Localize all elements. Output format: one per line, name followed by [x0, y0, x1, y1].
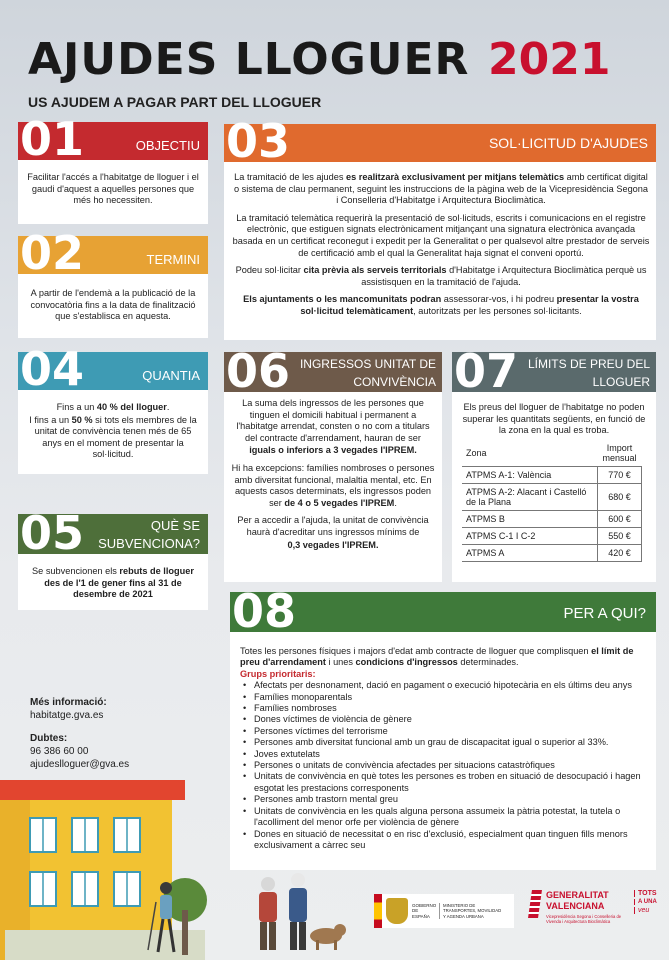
section-06-number: 06	[226, 344, 291, 398]
gva-name-2: VALENCIANA	[546, 901, 605, 911]
price-row	[462, 545, 642, 562]
section-01-text: Facilitar l'accés a l'habitatge de lloguer i el gaudi d'aquest a aquelles persones que més ho necessiten.	[27, 172, 199, 206]
contact-phone[interactable]: 96 386 60 00	[30, 746, 89, 757]
gov-name: GOBIERNO DE ESPAÑA	[412, 903, 440, 920]
price-row	[462, 511, 642, 528]
building-illustration	[0, 780, 210, 960]
section-07-number: 07	[454, 344, 519, 398]
section-06-text: La suma dels ingressos de les persones que tinguen el domicili habitual i permanent a l'habitatge arrendat, consten o no com a titulars del contracte d'arrendament, hauran de ser iguals o inferiors a 3 vegades l'IPREM. Hi ha excepcions: famílies nombroses o persones amb diversitat funcional, malaltia mental, etc. En aquests casos determinats, els ingressos poden ser de 4 o 5 vegades l'IPREM. Per a accedir a l'ajuda, la unitat de convivència haurà d'acreditar uns ingressos mínims de 0,3 vegades l'IPREM.	[231, 398, 435, 550]
section-02-label: TERMINI	[146, 252, 200, 267]
gobierno-espana-logo	[374, 894, 514, 928]
section-06-label-2: CONVIVÈNCIA	[353, 375, 436, 389]
gva-name-1: GENERALITAT	[546, 890, 609, 900]
list-item: • Famílies monoparentals	[240, 692, 650, 703]
price-row	[462, 467, 642, 484]
generalitat-valenciana-logo	[530, 886, 658, 942]
section-07-label-1: LÍMITS DE PREU DEL	[527, 357, 650, 371]
section-05-label-1: QUÈ SE	[150, 518, 200, 533]
section-07-intro: Els preus del lloguer de l'habitatge no poden superar les quantitats següents, en funció de la zona en la qual es troba.	[462, 402, 646, 436]
list-item: • Joves extutelats	[240, 749, 650, 760]
list-item: • Afectats per desnonament, dació en pagament o execució hipotecària en els últims deu anys	[240, 680, 650, 691]
section-03-number: 03	[226, 114, 291, 168]
ministry-name: MINISTERIO DE TRANSPORTES, MOVILIDAD Y AGENDA URBANA	[443, 903, 502, 919]
contact-doubts-title: Dubtes:	[30, 733, 68, 744]
contact-email-link[interactable]: ajudeslloguer@gva.es	[30, 759, 130, 770]
price-zone: ATPMS C-1 I C-2	[462, 528, 598, 545]
price-row	[462, 528, 642, 545]
list-item: • Famílies nombroses	[240, 703, 650, 714]
page-year: 2021	[488, 34, 611, 85]
section-06-label-1: INGRESSOS UNITAT DE	[299, 357, 436, 371]
list-item: • Dones víctimes de violència de gènere	[240, 714, 650, 725]
section-02-number: 02	[20, 226, 85, 280]
coat-of-arms-icon	[386, 898, 408, 924]
price-zone: ATPMS A-2: Alacant i Castelló de la Plana	[462, 484, 598, 511]
section-05-number: 05	[20, 506, 85, 560]
price-table-col-import: Import mensual	[598, 440, 642, 467]
groups-title: Grups prioritaris:	[240, 668, 316, 679]
list-item: • Unitats de convivència en què totes les persones es troben en situació de desocupació i hagen esgotat les prestacions corresponents	[240, 771, 650, 794]
price-value: 600 €	[598, 511, 642, 528]
price-value: 420 €	[598, 545, 642, 562]
section-03-text: La tramitació de les ajudes es realitzarà exclusivament per mitjans telemàtics amb certificat digital o sistema de clau permanent, seguint les instruccions de la pàgina web de la Vicepresidència Segona i Conselleria d'Habitatge i Arquitectura Bioclimàtica. La tramitació telemàtica requerirà la presentació de sol·licituds, escrits i comunicacions en el registre electrònic, que estiguen signats electrònicament mitjançant una signatura electrònica avançada basada en un certificat reconegut i expedit per la Generalitat o per qualsevol altre prestador de serveis de certificació amb el qual la Generalitat haja signat el conveni oportú. Podeu sol·licitar cita prèvia als serveis territorials d'Habitatge i Arquitectura Bioclimàtica perquè us assistisquen en la tramitació de l'ajuda. Els ajuntaments o les mancomunitats podran assessorar-vos, i hi podreu presentar la vostra sol·licitud telemàticament, autoritzats per les persones sol·licitants.	[232, 172, 650, 316]
list-item: • Unitats de convivència en les quals alguna persona assumeix la pàtria potestat, la tutela o l'acolliment del menor orfe per violència de gènere	[240, 806, 650, 829]
dog-icon	[310, 924, 346, 950]
elderly-couple-illustration	[248, 870, 348, 954]
gva-department: Vicepresidència Segona i Conselleria de Vivenda i Arquitectura Bioclimàtica	[546, 914, 622, 925]
page-subtitle: US AJUDEM A PAGAR PART DEL LLOGUER	[28, 94, 322, 110]
list-item: • Dones en situació de necessitat o en risc d'exclusió, especialment quan tinguen fills menors exclusivament a càrrec seu	[240, 829, 650, 852]
section-03-label: SOL·LICITUD D'AJUDES	[488, 135, 648, 151]
section-04-label: QUANTIA	[142, 368, 200, 383]
price-row	[462, 484, 642, 511]
section-08-number: 08	[232, 584, 297, 638]
section-01-number: 01	[20, 112, 85, 166]
contact-info-title: Més informació:	[30, 697, 107, 708]
price-value: 770 €	[598, 467, 642, 484]
price-zone: ATPMS B	[462, 511, 598, 528]
tots-logo-line-1: TOTS	[634, 890, 657, 897]
section-05-label-2: SUBVENCIONA?	[98, 536, 200, 551]
section-05-text: Se subvencionen els rebuts de lloguer des de l'1 de gener fins al 31 de desembre de 2021	[32, 566, 194, 600]
spain-flag-icon	[374, 894, 382, 928]
section-04-text: Fins a un 40 % del lloguer. I fins a un 50 % si tots els membres de la unitat de convivència tenen més de 65 anys en el moment de presentar la sol·licitud.	[29, 402, 197, 460]
page-title: AJUDES LLOGUER	[28, 34, 470, 85]
price-value: 680 €	[598, 484, 642, 511]
price-zone: ATPMS A	[462, 545, 598, 562]
price-table	[462, 440, 642, 562]
section-08-label: PER A QUI?	[563, 605, 646, 622]
section-04-number: 04	[20, 342, 85, 396]
list-item: • Persones amb diversitat funcional amb un grau de discapacitat igual o superior al 33%.	[240, 737, 650, 748]
contact-web-link[interactable]: habitatge.gva.es	[30, 710, 104, 721]
price-value: 550 €	[598, 528, 642, 545]
list-item: • Persones amb trastorn mental greu	[240, 794, 650, 805]
groups-list	[240, 680, 650, 851]
section-08-body: Totes les persones físiques i majors d'edat amb contracte de lloguer que complisquen el límit de preu d'arrendament i unes condicions d'ingressos determinades. Grups prioritaris: • Afectats per desnonament, dació en pagament o execució hipotecària en els últims deu anys • Famílies monoparentals • Famílies nombroses • Dones víctimes de violència de gènere • Persones víctimes del terrorisme • Persones amb diversitat funcional amb un grau de discapacitat igual o superior al 33%. • Joves extutelats • Persones o unitats de convivència afectades per situacions catastròfiques • Unitats de convivència en què totes les persones es troben en situació de desocupació i hagen esgotat les prestacions corresponents • Persones amb trastorn mental greu • Unitats de convivència en les quals alguna persona assumeix la pàtria potestat, la tutela o l'acolliment del menor orfe per violència de gènere • Dones en situació de necessitat o en risc d'exclusió, especialment quan tinguen fills menors exclusivament a càrrec seu	[240, 646, 650, 851]
section-02-text: A partir de l'endemà a la publicació de la convocatòria fins a la data de finalització que s'establisca en aquesta.	[30, 288, 196, 322]
list-item: • Persones o unitats de convivència afectades per situacions catastròfiques	[240, 760, 650, 771]
price-table-col-zona: Zona	[462, 440, 598, 467]
tots-logo-line-3: veu	[634, 907, 649, 914]
list-item: • Persones víctimes del terrorisme	[240, 726, 650, 737]
price-zone: ATPMS A-1: València	[462, 467, 598, 484]
section-07-label-2: LLOGUER	[592, 375, 650, 389]
contact-block	[30, 696, 220, 771]
tots-logo-line-2: A UNA	[634, 899, 657, 905]
gva-emblem-icon	[528, 890, 542, 918]
section-01-label: OBJECTIU	[135, 138, 200, 153]
